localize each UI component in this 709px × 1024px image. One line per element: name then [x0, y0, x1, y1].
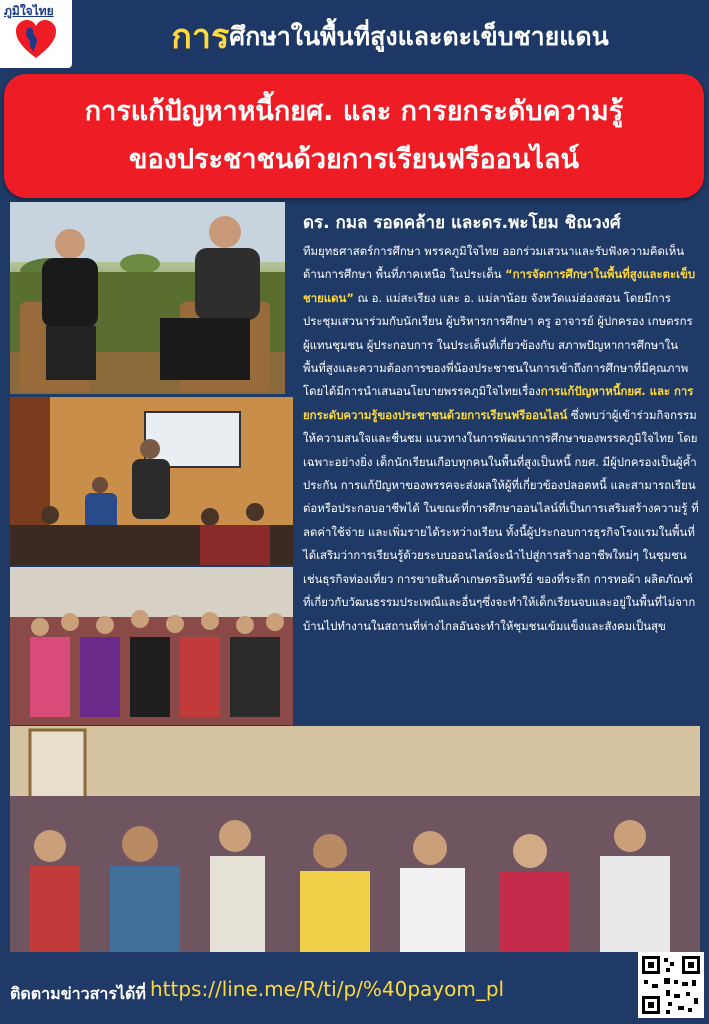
- banner-line-2: ของประชาชนด้วยการเรียนฟรีออนไลน์: [129, 144, 579, 175]
- article-highlight-1: “การจัดการศึกษาในพื้นที่สูงและตะเข็บชายแดน”: [303, 267, 696, 305]
- logo-text: ภูมิใจไทย: [4, 4, 54, 18]
- article-body: [303, 240, 700, 638]
- photo-presentation-illustration: [10, 397, 293, 565]
- party-logo[interactable]: [0, 0, 72, 68]
- photo-large-group-illustration: [10, 726, 700, 952]
- headline-banner: [4, 74, 704, 198]
- title-accent: การ: [171, 17, 230, 57]
- photo-community-group: [10, 567, 293, 725]
- page-title: [90, 14, 690, 60]
- title-rest: ศึกษาในพื้นที่สูงและตะเข็บชายแดน: [229, 22, 609, 51]
- heart-map-icon: [14, 18, 58, 62]
- speaker-names: ดร. กมล รอดคล้าย และดร.พะโยม ชิณวงศ์: [303, 213, 621, 233]
- banner-line-1: การแก้ปัญหาหนี้กยศ. และ การยกระดับความรู้: [84, 96, 624, 127]
- photo-presentation: [10, 397, 293, 565]
- qr-code-icon[interactable]: [638, 952, 704, 1018]
- photo-large-group: [10, 726, 700, 952]
- article-text-2: ณ อ. แม่สะเรียง และ อ. แม่ลาน้อย จังหวัดแม่ฮ่องสอน โดยมีการประชุมเสวนาร่วมกับนักเรียน ผู้บริหารการศึกษา ครู อาจารย์ ผู้ปกครอง เกษตรกร ผู้แทนชุมชน ผู้ประกอบการ ในประเด็นที่เกี่ยวข้องกับ สภาพปัญหาการศึกษาในพื้นที่สูงและความต้องการของพี่น้องประชาชนในการเข้าถึงการศึกษาที่มีคุณภาพ โดยได้มีการนำเสนอนโยบายพรรคภูมิใจไทยเรื่อง: [303, 290, 693, 399]
- footer-label: ติดตามข่าวสารได้ที่: [10, 984, 146, 1003]
- footer-url-link[interactable]: https://line.me/R/ti/p/%40payom_pl: [150, 977, 505, 1001]
- article-text-1: ทีมยุทธศาสตร์การศึกษา พรรคภูมิใจไทย ออกร่วมเสวนาและรับฟังความคิดเห็นด้านการศึกษา พื้นที่ภาคเหนือ ในประเด็น: [303, 244, 685, 282]
- article-highlight-2: การแก้ปัญหาหนี้กยศ. และ การยกระดับความรู้ของประชาชนด้วยการเรียนฟรีออนไลน์: [303, 384, 694, 422]
- photo-group-illustration: [10, 567, 293, 725]
- article-text-3: ซึ่งพบว่าผู้เข้าร่วมกิจกรรมให้ความสนใจและชื่นชม แนวทางในการพัฒนาการศึกษาของพรรคภูมิใจไทย โดยเฉพาะอย่างยิ่ง เด็กนักเรียนเกือบทุกคนในพื้นที่สูงเป็นหนี้ กยศ. มีผู้ปกครองเป็นผู้ค้ำประกัน การแก้ปัญหาของพรรคจะส่งผลให้ผู้ที่เกี่ยวข้องปลอดหนี้ และสามารถเรียนต่อหรือประกอบอาชีพได้ ในขณะที่การศึกษาออนไลน์ที่เป็นการเสริมสร้างความรู้ ที่ลดค่าใช้จ่าย และเพิ่มรายได้ระหว่างเรียน ทั้งนี้ผู้ประกอบการธุรกิจโรงแรมในพื้นที่ได้เสริมว่าการเรียนรู้ด้วยระบบออนไลน์จะนำไปสู่การสร้างอาชีพใหม่ๆ ในชุมชนเช่นธุรกิจท่องเที่ยว การขายสินค้าเกษตรอินทรีย์ ของที่ระลึก การทอผ้า ผลิตภัณฑ์ที่เกี่ยวกับวัฒนธรรมประเพณีและอื่นๆซึ่งจะทำให้เด็กเรียนจบและอยู่ในพื้นที่ไม่จากบ้านไปทำงานในสถานที่ห่างไกลอันจะทำให้ชุมชนเข้มแข็งและสังคมเป็นสุข: [303, 407, 699, 633]
- article-panel: [295, 210, 700, 720]
- photo-speakers-illustration: [10, 202, 285, 394]
- photo-speakers-seated: [10, 202, 285, 394]
